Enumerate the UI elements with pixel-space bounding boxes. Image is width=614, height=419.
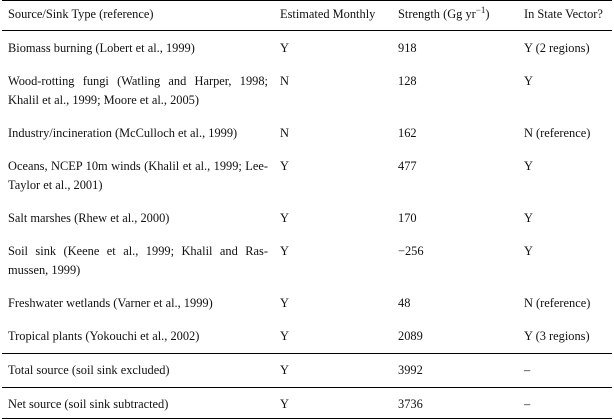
cell-strength: 3736 xyxy=(392,388,518,419)
cell-state: N (reference) xyxy=(524,126,591,140)
header-estimated-monthly: Estimated Monthly xyxy=(274,1,392,31)
net-row xyxy=(2,388,612,419)
table-row xyxy=(2,235,612,287)
cell-estimated: Y xyxy=(274,388,392,419)
cell-state: Y (3 regions) xyxy=(524,329,590,343)
table-row xyxy=(2,31,612,66)
cell-source: Tropical plants (Yokouchi et al., 2002) xyxy=(8,329,200,343)
cell-strength: 477 xyxy=(398,159,417,173)
cell-estimated: Y xyxy=(280,41,289,55)
cell-strength: 3992 xyxy=(392,354,518,388)
cell-source: Soil sink (Keene et al., 1999; Khalil and Ras-mussen, 1999) xyxy=(8,244,268,277)
cell-estimated: N xyxy=(280,74,289,88)
cell-source: Industry/incineration (McCulloch et al., 1999) xyxy=(8,126,238,140)
cell-estimated: Y xyxy=(280,296,289,310)
cell-source: Freshwater wetlands (Varner et al., 1999) xyxy=(8,296,213,310)
cell-strength: −256 xyxy=(398,244,424,258)
cell-state: Y (2 regions) xyxy=(524,41,590,55)
cell-state: N (reference) xyxy=(524,296,591,310)
cell-state: Y xyxy=(524,211,533,225)
cell-state: Y xyxy=(524,74,533,88)
cell-source: Salt marshes (Rhew et al., 2000) xyxy=(8,211,170,225)
cell-estimated: Y xyxy=(280,329,289,343)
cell-source: Net source (soil sink subtracted) xyxy=(2,388,274,419)
cell-estimated: Y xyxy=(280,211,289,225)
cell-strength: 128 xyxy=(398,74,417,88)
header-source: Source/Sink Type (reference) xyxy=(2,1,274,31)
total-row xyxy=(2,354,612,388)
table-row xyxy=(2,117,612,150)
table-row xyxy=(2,202,612,235)
cell-estimated: Y xyxy=(280,244,289,258)
source-sink-table xyxy=(2,0,612,419)
cell-strength: 2089 xyxy=(398,329,423,343)
table-row xyxy=(2,287,612,320)
cell-state: Y xyxy=(524,244,533,258)
cell-state: Y xyxy=(524,159,533,173)
cell-estimated: Y xyxy=(274,354,392,388)
table-row xyxy=(2,150,612,202)
cell-estimated: Y xyxy=(280,159,289,173)
cell-estimated: N xyxy=(280,126,289,140)
header-strength: Strength (Gg $yr^{-1}$) xyxy=(392,1,518,31)
cell-strength: 162 xyxy=(398,126,417,140)
cell-state: – xyxy=(518,388,612,419)
cell-state: – xyxy=(518,354,612,388)
cell-source: Total source (soil sink excluded) xyxy=(2,354,274,388)
table-header-row xyxy=(2,1,612,31)
cell-source: Wood-rotting fungi (Watling and Harper, 1998; Khalil et al., 1999; Moore et al., 2005) xyxy=(8,74,268,107)
cell-strength: 170 xyxy=(398,211,417,225)
cell-strength: 918 xyxy=(398,41,417,55)
header-in-state-vector: In State Vector? xyxy=(518,1,612,31)
cell-strength: 48 xyxy=(398,296,411,310)
cell-source: Oceans, NCEP 10m winds (Khalil et al., 1999; Lee-Taylor et al., 2001) xyxy=(8,159,268,192)
table-row xyxy=(2,65,612,117)
table-row xyxy=(2,320,612,354)
cell-source: Biomass burning (Lobert et al., 1999) xyxy=(8,41,195,55)
